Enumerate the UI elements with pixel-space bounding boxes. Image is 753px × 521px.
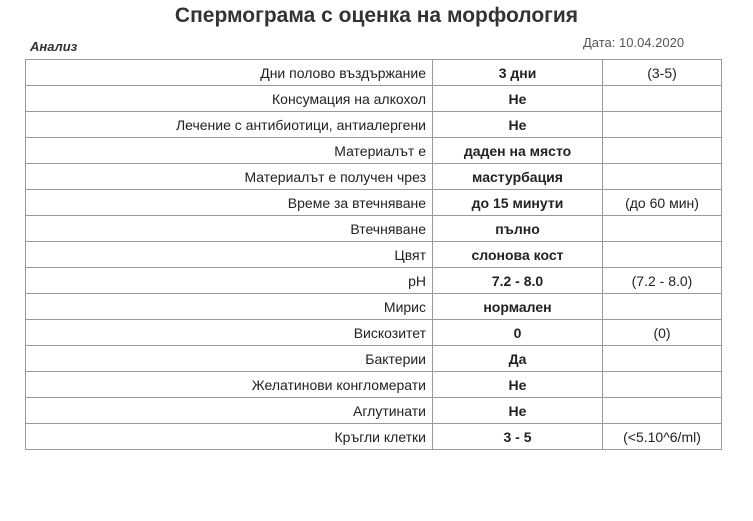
table-row <box>26 268 722 294</box>
page-title: Спермограма с оценка на морфология <box>174 4 579 27</box>
row-reference <box>603 242 722 268</box>
row-label: Материалът е <box>26 138 433 164</box>
row-reference <box>603 398 722 424</box>
table-row <box>26 398 722 424</box>
row-reference: (0) <box>603 320 722 346</box>
table-row <box>26 372 722 398</box>
row-value: Не <box>433 398 603 424</box>
table-row <box>26 164 722 190</box>
row-reference: (<5.10^6/ml) <box>603 424 722 450</box>
row-value: даден на място <box>433 138 603 164</box>
table-row <box>26 294 722 320</box>
row-value: Да <box>433 346 603 372</box>
row-value: до 15 минути <box>433 190 603 216</box>
row-label: Цвят <box>26 242 433 268</box>
row-value: Не <box>433 372 603 398</box>
table-row <box>26 320 722 346</box>
cut-off-date-text: Дата: 10.04.2020 <box>583 35 685 50</box>
row-label: Дни полово въздържание <box>26 60 433 86</box>
row-reference <box>603 112 722 138</box>
table-row <box>26 346 722 372</box>
row-value: Не <box>433 86 603 112</box>
table-row <box>26 86 722 112</box>
row-reference <box>603 164 722 190</box>
row-label: Материалът е получен чрез <box>26 164 433 190</box>
analysis-table <box>25 59 722 450</box>
row-label: Втечняване <box>26 216 433 242</box>
row-label: Бактерии <box>26 346 433 372</box>
row-label: Мирис <box>26 294 433 320</box>
row-label: Консумация на алкохол <box>26 86 433 112</box>
row-reference <box>603 86 722 112</box>
row-label: Кръгли клетки <box>26 424 433 450</box>
row-value: Не <box>433 112 603 138</box>
row-reference: (3-5) <box>603 60 722 86</box>
row-value: мастурбация <box>433 164 603 190</box>
table-row <box>26 190 722 216</box>
row-label: pH <box>26 268 433 294</box>
table-row <box>26 138 722 164</box>
table-row <box>26 242 722 268</box>
row-value: 7.2 - 8.0 <box>433 268 603 294</box>
row-reference <box>603 372 722 398</box>
row-label: Желатинови конгломерати <box>26 372 433 398</box>
row-label: Аглутинати <box>26 398 433 424</box>
row-reference <box>603 346 722 372</box>
table-row <box>26 424 722 450</box>
row-reference: (до 60 мин) <box>603 190 722 216</box>
table-row <box>26 112 722 138</box>
table-row <box>26 60 722 86</box>
row-value: 3 дни <box>433 60 603 86</box>
row-value: слонова кост <box>433 242 603 268</box>
row-reference <box>603 138 722 164</box>
row-reference: (7.2 - 8.0) <box>603 268 722 294</box>
section-label: Анализ <box>30 39 78 54</box>
row-value: нормален <box>433 294 603 320</box>
row-label: Лечение с антибиотици, антиалергени <box>26 112 433 138</box>
row-value: пълно <box>433 216 603 242</box>
row-label: Време за втечняване <box>26 190 433 216</box>
row-label: Вискозитет <box>26 320 433 346</box>
row-value: 0 <box>433 320 603 346</box>
row-reference <box>603 216 722 242</box>
table-row <box>26 216 722 242</box>
row-reference <box>603 294 722 320</box>
row-value: 3 - 5 <box>433 424 603 450</box>
